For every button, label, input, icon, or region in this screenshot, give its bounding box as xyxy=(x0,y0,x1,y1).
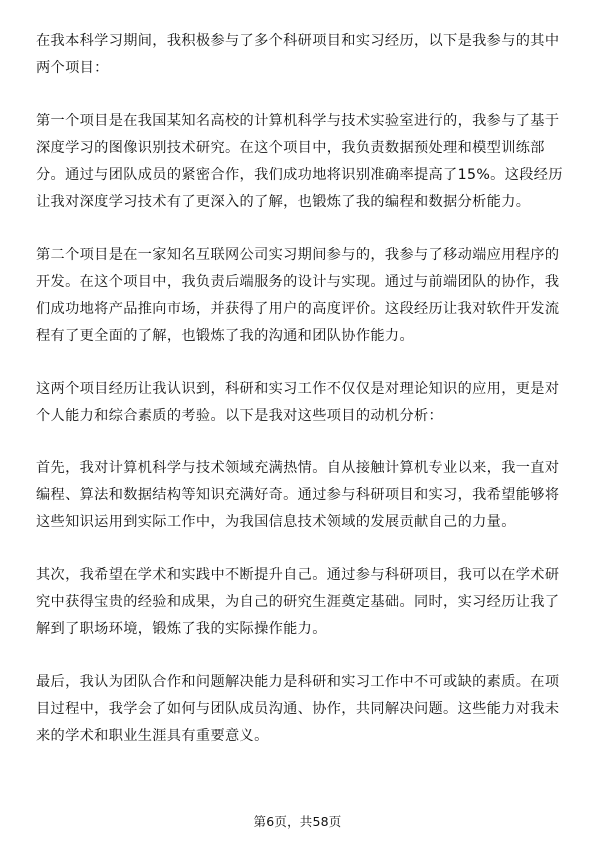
document-body xyxy=(36,28,566,750)
paragraph-intro xyxy=(36,28,566,82)
paragraph-motivation-first xyxy=(36,455,566,536)
paragraph-line: 其次，我希望在学术和实践中不断提升自己。通过参与科研项目，我可以在学术研 xyxy=(36,567,560,583)
paragraph-line: 这些知识运用到实际工作中，为我国信息技术领域的发展贡献自己的力量。 xyxy=(36,514,516,530)
paragraph-line: 个人能力和综合素质的考验。以下是我对这些项目的动机分析： xyxy=(36,408,444,424)
paragraph-motivation-second xyxy=(36,562,566,643)
paragraph-reflection xyxy=(36,376,566,430)
paragraph-line: 让我对深度学习技术有了更深入的了解，也锻炼了我的编程和数据分析能力。 xyxy=(36,194,531,210)
page-number: 第6页，共58页 xyxy=(253,814,342,829)
paragraph-line: 两个项目： xyxy=(36,60,109,76)
paragraph-line: 解到了职场环境，锻炼了我的实际操作能力。 xyxy=(36,621,327,637)
paragraph-line: 编程、算法和数据结构等知识充满好奇。通过参与科研项目和实习，我希望能够将 xyxy=(36,487,560,503)
paragraph-line: 目过程中，我学会了如何与团队成员沟通、协作，共同解决问题。这些能力对我未 xyxy=(36,701,560,717)
paragraph-line: 究中获得宝贵的经验和成果，为自己的研究生涯奠定基础。同时，实习经历让我了 xyxy=(36,594,560,610)
paragraph-line: 第二个项目是在一家知名互联网公司实习期间参与的，我参与了移动端应用程序的 xyxy=(36,247,560,263)
paragraph-line: 们成功地将产品推向市场，并获得了用户的高度评价。这段经历让我对软件开发流 xyxy=(36,301,560,317)
paragraph-line: 第一个项目是在我国某知名高校的计算机科学与技术实验室进行的，我参与了基于 xyxy=(36,113,560,129)
paragraph-line: 深度学习的图像识别技术研究。在这个项目中，我负责数据预处理和模型训练部 xyxy=(36,140,545,156)
paragraph-project-one xyxy=(36,108,566,216)
paragraph-line: 分。通过与团队成员的紧密合作，我们成功地将识别准确率提高了15%。这段经历 xyxy=(36,167,563,183)
paragraph-line: 在我本科学习期间，我积极参与了多个科研项目和实习经历，以下是我参与的其中 xyxy=(36,33,560,49)
paragraph-line: 来的学术和职业生涯具有重要意义。 xyxy=(36,728,269,744)
paragraph-line: 首先，我对计算机科学与技术领域充满热情。自从接触计算机专业以来，我一直对 xyxy=(36,460,560,476)
paragraph-line: 这两个项目经历让我认识到，科研和实习工作不仅仅是对理论知识的应用，更是对 xyxy=(36,381,560,397)
paragraph-motivation-last xyxy=(36,669,566,750)
paragraph-line: 最后，我认为团队合作和问题解决能力是科研和实习工作中不可或缺的素质。在项 xyxy=(36,674,560,690)
paragraph-line: 程有了更全面的了解，也锻炼了我的沟通和团队协作能力。 xyxy=(36,328,414,344)
paragraph-line: 开发。在这个项目中，我负责后端服务的设计与实现。通过与前端团队的协作，我 xyxy=(36,274,560,290)
paragraph-project-two xyxy=(36,242,566,350)
